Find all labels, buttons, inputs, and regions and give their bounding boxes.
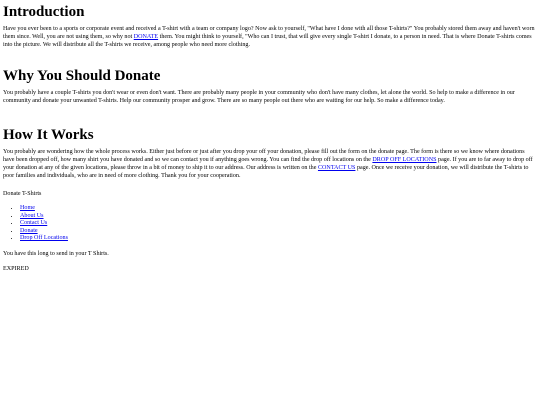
contact-us-link[interactable]: CONTACT US (317, 165, 356, 171)
nav-list-item-contact-us (20, 220, 537, 228)
paragraph-how-it-works (3, 148, 537, 180)
paragraph-why-donate: You probably have a couple T-shirts you don't wear or even don't want. There are probably many people in your community who don't have many clothes, let alone the world. So help to make a difference in our community and donate your unwanted T-shirts. Help our community prosper and grow. There are so many people out there who are waiting for our help. So make a difference today. (3, 90, 515, 104)
nav-link-about-us[interactable]: About Us (20, 212, 44, 219)
nav-list-item-home (20, 205, 537, 213)
paragraph-introduction (3, 25, 537, 49)
donate-link[interactable]: DONATE (133, 34, 159, 40)
drop-off-locations-link[interactable]: DROP OFF LOCATIONS (372, 157, 437, 163)
heading-introduction: Introduction (3, 4, 85, 20)
footer-nav-list (3, 205, 537, 243)
how-text-part3: page. Once we receive your donation, we will distribute the T-shirts to poor families and individuals, who are in need of more clothing. Thank you for your cooperation. (3, 165, 529, 179)
intro-text-before-link: Have you ever been to a sports or corporate event and received a T-shirt with a team or company logo? Now ask to yourself, "What have I done with all those T-shirts?" You probably stored them away and haven't worn them since. Well, you are not using them, so why not (3, 26, 535, 40)
nav-list-item-drop-off-locations (20, 235, 537, 243)
how-text-part1: You probably are wondering how the whole process works. Either just before or just after you drop your off your donation, please fill out the form on the donate page. The form is there so we know where donations have been dropped off, how many shirt you have donated and so we can contact you if anything goes wrong. You can find the drop off locations on the (3, 149, 525, 163)
nav-list-item-donate (20, 228, 537, 236)
footer-site-title: Donate T-Shirts (3, 191, 42, 197)
nav-link-home[interactable]: Home (20, 205, 35, 211)
nav-link-donate[interactable]: Donate (20, 227, 38, 234)
countdown-status: EXPIRED (3, 265, 29, 272)
how-text-part2: page. If you are to far away to drop off your donation at any of the given locations, please throw in a bit of money to ship it to our address. Our address is written on the (3, 157, 533, 171)
heading-why-donate: Why You Should Donate (3, 68, 161, 84)
nav-link-drop-off-locations[interactable]: Drop Off Locations (20, 235, 68, 242)
countdown-message: You have this long to send in your T Shirts. (3, 250, 109, 257)
nav-list-item-about-us (20, 213, 537, 221)
nav-link-contact-us[interactable]: Contact Us (20, 220, 48, 227)
intro-text-after-link: them. You might think to yourself, "Who can I trust, that will give every single T-shirt I donate, to a person in need. That is where Donate T-shirts comes into the picture. We will distribute all the T-shirts we receive, among people who need more clothing. (3, 34, 532, 48)
heading-how-it-works: How It Works (3, 127, 94, 143)
